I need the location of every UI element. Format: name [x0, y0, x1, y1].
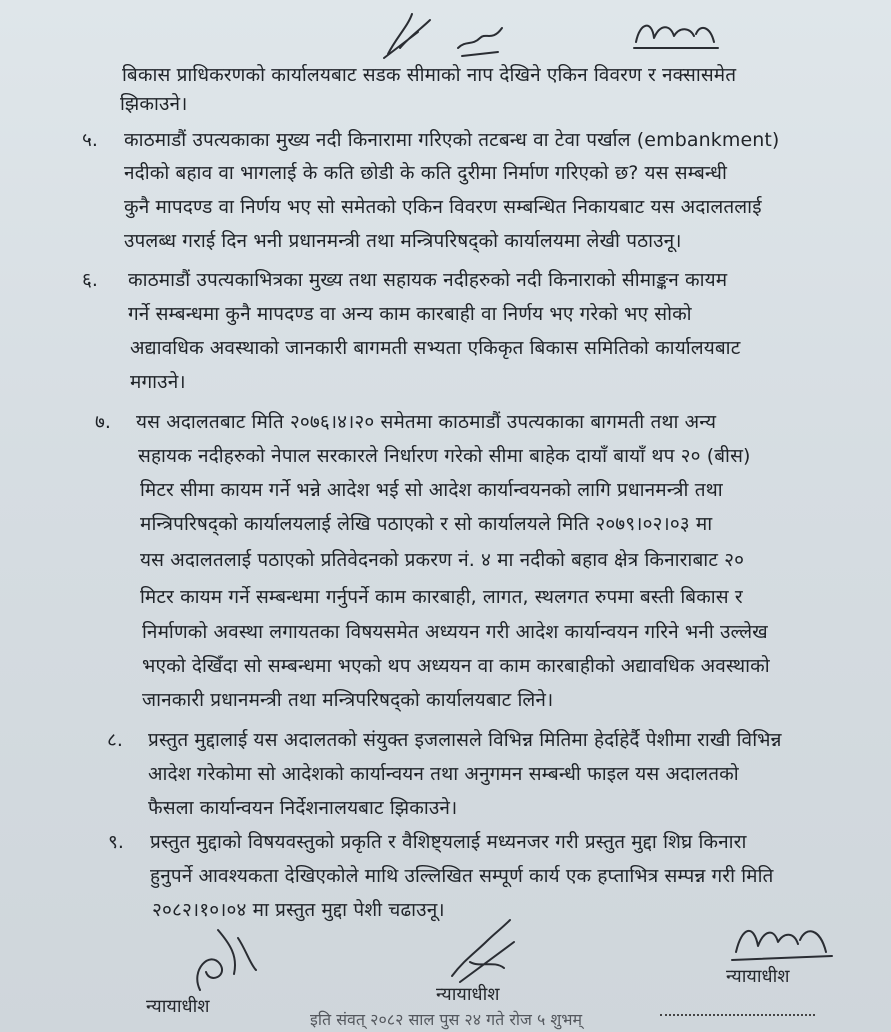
order-line: यस अदालतलाई पठाएको प्रतिवेदनको प्रकरण नं. ४ मा नदीको बहाव क्षेत्र किनाराबाट २० [140, 549, 745, 571]
order-line: निर्माणको अवस्था लगायतका विषयसमेत अध्ययन गरी आदेश कार्यान्वयन गरिने भनी उल्लेख [142, 621, 768, 643]
signature-title: न्यायाधीश [726, 966, 790, 987]
order-line: कुनै मापदण्ड वा निर्णय भए सो समेतको एकिन विवरण सम्बन्धित निकायबाट यस अदालतलाई [124, 196, 762, 218]
order-line: बिकास प्राधिकरणको कार्यालयबाट सडक सीमाको नाप देखिने एकिन विवरण र नक्सासमेत [122, 64, 737, 86]
order-line: प्रस्तुत मुद्दाको विषयवस्तुको प्रकृति र वैशिष्ट्यलाई मध्यनजर गरी प्रस्तुत मुद्दा शिघ्र किनारा [150, 831, 747, 853]
order-line: हुनुपर्ने आवश्यकता देखिएकोले माथि उल्लिखित सम्पूर्ण कार्य एक हप्ताभित्र सम्पन्न गरी मिति [150, 865, 774, 887]
order-line: सहायक नदीहरुको नेपाल सरकारले निर्धारण गरेको सीमा बाहेक दायाँ बायाँ थप २० (बीस) [138, 445, 751, 467]
signature-right [728, 912, 838, 972]
order-line: गर्ने सम्बन्धमा कुनै मापदण्ड वा अन्य काम कारबाही वा निर्णय भए गरेको भए सोको [128, 303, 692, 325]
item-number: ७. [95, 411, 111, 433]
order-line: मिटर सीमा कायम गर्ने भन्ने आदेश भई सो आदेश कार्यान्वयनको लागि प्रधानमन्त्री तथा [140, 479, 723, 501]
order-line: अद्यावधिक अवस्थाको जानकारी बागमती सभ्यता एकिकृत बिकास समितिको कार्यालयबाट [130, 337, 741, 359]
signature-mark-top-right [630, 14, 722, 54]
order-line: मन्त्रिपरिषद्को कार्यालयलाई लेखि पठाएको र सो कार्यालयले मिति २०७९।०२।०३ मा [140, 513, 713, 535]
signature-mark-top-left [378, 8, 438, 64]
order-line: यस अदालतबाट मिति २०७६।४।२० समेतमा काठमाडौं उपत्यकाका बागमती तथा अन्य [136, 411, 717, 433]
signature-title: न्यायाधीश [436, 984, 500, 1005]
order-line: २०८२।१०।०४ मा प्रस्तुत मुद्दा पेशी चढाउनू। [152, 899, 445, 921]
order-line: जानकारी प्रधानमन्त्री तथा मन्त्रिपरिषद्को कार्यालयबाट लिने। [142, 689, 554, 711]
item-number: ५. [82, 129, 98, 151]
footer-partial-text: इति संवत् २०८२ साल पुस २४ गते रोज ५ शुभम् [310, 1010, 583, 1029]
order-line: काठमाडौं उपत्यकाका मुख्य नदी किनारामा गरिएको तटबन्ध वा टेवा पर्खाल (embankment) [124, 129, 780, 151]
item-number: ६. [82, 269, 98, 291]
signature-left [180, 920, 270, 1000]
order-line: मिटर कायम गर्ने सम्बन्धमा गर्नुपर्ने काम कारबाही, लागत, स्थलगत रुपमा बस्ती बिकास र [140, 586, 743, 608]
order-line: झिकाउने। [120, 93, 188, 115]
order-line: प्रस्तुत मुद्दालाई यस अदालतको संयुक्त इजलासले विभिन्न मितिमा हेर्दाहेर्दै पेशीमा राखी विभिन्न [148, 729, 782, 751]
signature-title: न्यायाधीश [146, 996, 210, 1017]
order-line: उपलब्ध गराई दिन भनी प्रधानमन्त्री तथा मन्त्रिपरिषद्को कार्यालयमा लेखी पठाउनू। [124, 230, 682, 252]
item-number: ९. [108, 831, 124, 853]
order-line: नदीको बहाव वा भागलाई के कति छोडी के कति दुरीमा निर्माण गरिएको छ? यस सम्बन्धी [124, 162, 727, 184]
order-line: काठमाडौं उपत्यकाभित्रका मुख्य तथा सहायक नदीहरुको नदी किनाराको सीमाङ्कन कायम [128, 269, 728, 291]
order-line: आदेश गरेकोमा सो आदेशको कार्यान्वयन तथा अनुगमन सम्बन्धी फाइल यस अदालतको [148, 763, 739, 785]
footer-dotted-line [660, 1012, 815, 1016]
signature-mark-top-middle [452, 18, 508, 62]
signature-middle [440, 912, 530, 992]
order-line: मगाउने। [130, 371, 186, 393]
order-line: भएको देखिँदा सो सम्बन्धमा भएको थप अध्ययन वा काम कारबाहीको अद्यावधिक अवस्थाको [142, 655, 770, 677]
item-number: ८. [107, 729, 123, 751]
order-line: फैसला कार्यान्वयन निर्देशनालयबाट झिकाउने। [148, 797, 458, 819]
